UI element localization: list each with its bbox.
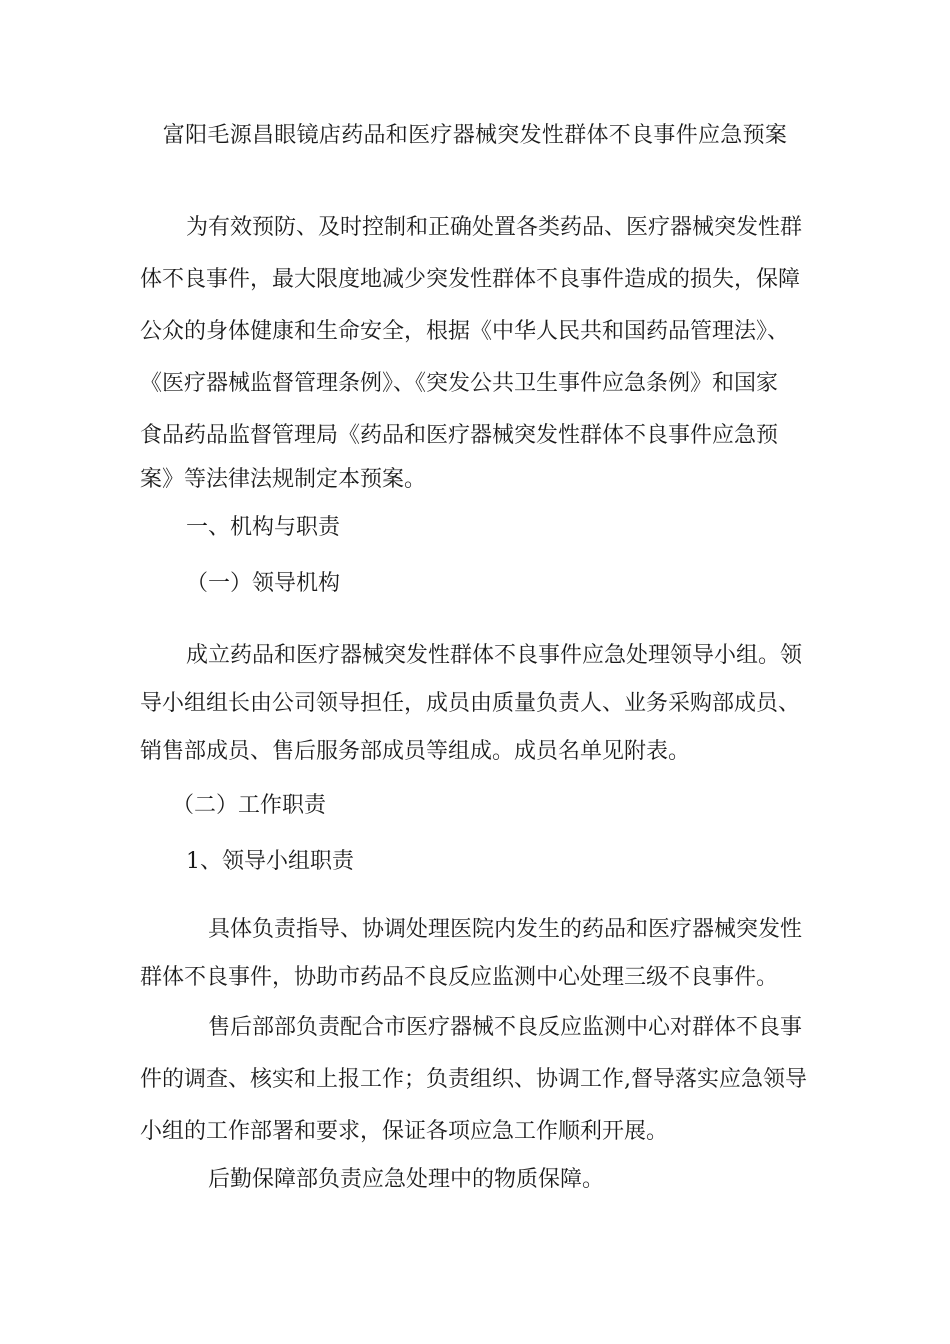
paragraph-line: 群体不良事件，协助市药品不良反应监测中心处理三级不良事件。 [140, 965, 779, 990]
paragraph-line: 具体负责指导、协调处理医院内发生的药品和医疗器械突发性 [208, 917, 803, 942]
item-heading: 1、领导小组职责 [186, 849, 354, 874]
intro-line: 公众的身体健康和生命安全，根据《中华人民共和国药品管理法》、 [140, 319, 790, 344]
intro-line: 案》等法律法规制定本预案。 [140, 467, 427, 492]
paragraph-line: 小组的工作部署和要求，保证各项应急工作顺利开展。 [140, 1119, 669, 1144]
intro-line: 《医疗器械监督管理条例》、《突发公共卫生事件应急条例》和国家 [140, 371, 779, 396]
paragraph-line: 件的调查、核实和上报工作；负责组织、协调工作,督导落实应急领导 [140, 1067, 807, 1092]
paragraph-line: 导小组组长由公司领导担任，成员由质量负责人、业务采购部成员、 [140, 691, 801, 716]
document-title: 富阳毛源昌眼镜店药品和医疗器械突发性群体不良事件应急预案 [162, 123, 788, 148]
paragraph-line: 售后部部负责配合市医疗器械不良反应监测中心对群体不良事 [208, 1015, 803, 1040]
section-heading: 一、机构与职责 [186, 515, 341, 540]
paragraph-line: 销售部成员、售后服务部成员等组成。成员名单见附表。 [140, 739, 691, 764]
subsection-heading: （二）工作职责 [172, 793, 327, 818]
subsection-heading: （一）领导机构 [186, 571, 341, 596]
paragraph-line: 成立药品和医疗器械突发性群体不良事件应急处理领导小组。领 [186, 643, 803, 668]
intro-line: 为有效预防、及时控制和正确处置各类药品、医疗器械突发性群 [186, 215, 803, 240]
intro-line: 食品药品监督管理局《药品和医疗器械突发性群体不良事件应急预 [140, 423, 779, 448]
logistics-paragraph: 后勤保障部负责应急处理中的物质保障。 [208, 1167, 605, 1192]
intro-line: 体不良事件，最大限度地减少突发性群体不良事件造成的损失，保障 [140, 267, 801, 292]
